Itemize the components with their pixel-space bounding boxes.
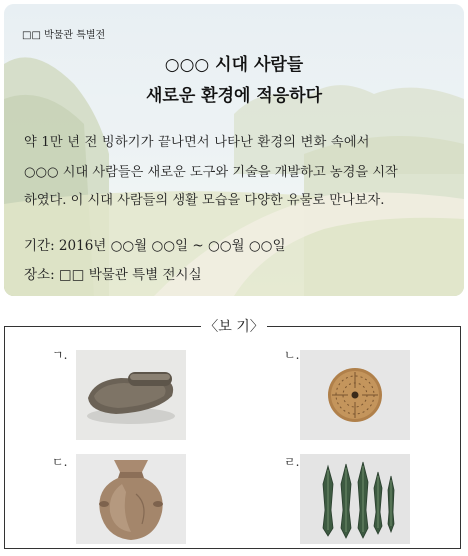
exhibition-poster [4, 4, 464, 296]
choice-mark-rieul: ㄹ. [284, 455, 300, 469]
exhibition-period: 기간: 2016년 ○○월 ○○일 ~ ○○월 ○○일 [24, 238, 286, 254]
bronze-daggers-icon [300, 454, 410, 544]
exhibition-venue: 장소: □□ 박물관 특별 전시실 [24, 267, 202, 283]
choice-mark-digeut: ㄷ. [52, 455, 68, 469]
grinding-stone-icon [76, 350, 186, 440]
choice-mark-giyeok: ㄱ. [52, 348, 68, 362]
choice-mark-nieun: ㄴ. [284, 348, 300, 362]
spindle-whorl-icon [300, 350, 410, 440]
poster-body-line3: 하였다. 이 시대 사람들의 생활 모습을 다양한 유물로 만나보자. [24, 193, 385, 208]
bogi-title-text: 〈보 기〉 [201, 319, 267, 335]
poster-title-line1: ○○○ 시대 사람들 [164, 55, 304, 75]
poster-body-line2: ○○○ 시대 사람들은 새로운 도구와 기술을 개발하고 농경을 시작 [24, 165, 398, 180]
pottery-jar-icon [76, 454, 186, 544]
poster-body-line1: 약 1만 년 전 빙하기가 끝나면서 나타난 환경의 변화 속에서 [24, 135, 370, 150]
exhibition-kicker: □□ 박물관 특별전 [22, 30, 106, 41]
poster-title-line2: 새로운 환경에 적응하다 [145, 86, 323, 106]
